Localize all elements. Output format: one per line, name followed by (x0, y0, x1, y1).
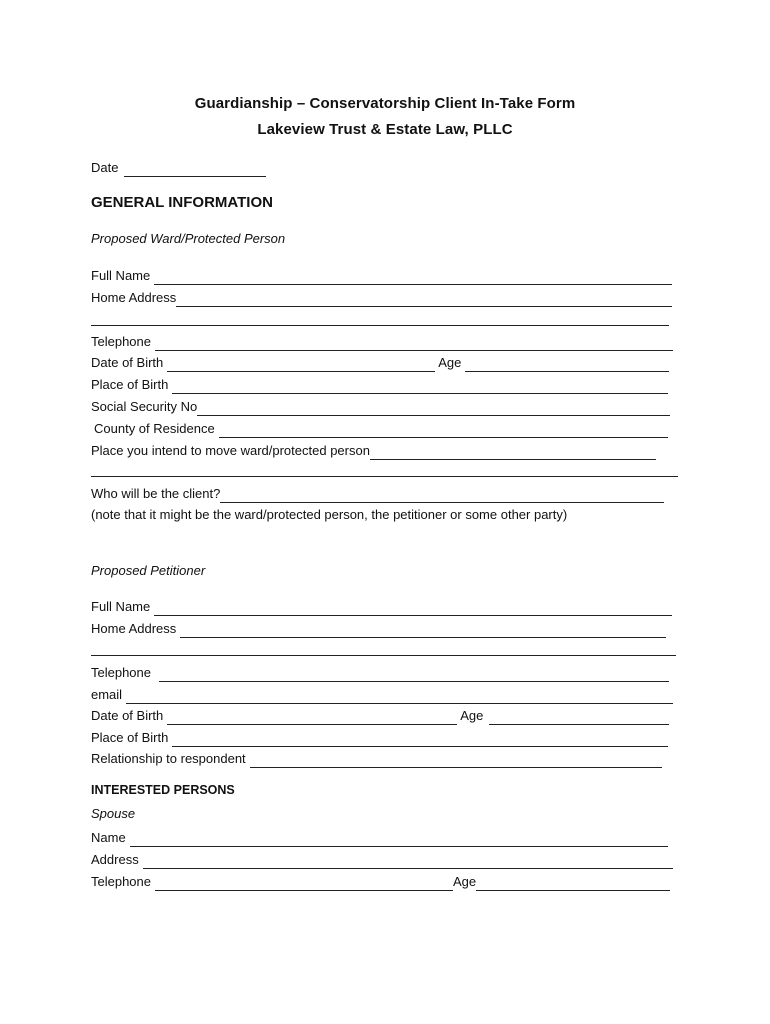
general-information-heading: GENERAL INFORMATION (91, 194, 273, 211)
petitioner-place-of-birth-label: Place of Birth (91, 730, 169, 745)
date-label: Date (91, 160, 119, 175)
spouse-age-field[interactable] (476, 876, 670, 891)
ward-place-of-birth-label: Place of Birth (91, 377, 169, 392)
petitioner-relationship-field[interactable] (250, 753, 662, 768)
ward-intend-move-row (91, 440, 656, 460)
spouse-name-label: Name (91, 830, 126, 845)
spouse-subheading: Spouse (91, 806, 136, 821)
ward-home-address-row (91, 287, 672, 307)
petitioner-home-address-row (91, 618, 666, 638)
ward-dob-field[interactable] (167, 357, 435, 372)
petitioner-telephone-row (91, 662, 669, 682)
spouse-address-label: Address (91, 852, 139, 867)
ward-subheading: Proposed Ward/Protected Person (91, 231, 286, 246)
petitioner-home-address-label: Home Address (91, 621, 177, 636)
petitioner-full-name-row (91, 596, 672, 616)
client-field[interactable] (220, 488, 664, 503)
firm-name: Lakeview Trust & Estate Law, PLLC (257, 121, 513, 138)
ward-home-address-field[interactable] (176, 292, 672, 307)
spouse-telephone-label: Telephone (91, 874, 151, 889)
petitioner-dob-label: Date of Birth (91, 708, 164, 723)
spouse-name-row (91, 827, 668, 847)
petitioner-place-of-birth-row (91, 727, 668, 747)
petitioner-age-label: Age (460, 708, 484, 723)
ward-ssn-label: Social Security No (91, 399, 198, 414)
ward-telephone-field[interactable] (155, 336, 673, 351)
ward-ssn-field[interactable] (197, 401, 670, 416)
ward-county-field[interactable] (219, 423, 668, 438)
form-title: Guardianship – Conservatorship Client In-Take Form (194, 95, 576, 112)
petitioner-telephone-field[interactable] (159, 667, 669, 682)
ward-telephone-row (91, 331, 673, 351)
client-note: (note that it might be the ward/protected person, the petitioner or some other party) (91, 507, 568, 522)
petitioner-relationship-row (91, 748, 662, 768)
spouse-address-row (91, 849, 673, 869)
petitioner-home-address-line2[interactable] (91, 641, 676, 656)
petitioner-age-field[interactable] (489, 710, 669, 725)
ward-dob-row (91, 352, 669, 372)
ward-age-label: Age (438, 355, 462, 370)
petitioner-dob-row (91, 705, 669, 725)
ward-place-of-birth-field[interactable] (172, 379, 668, 394)
ward-home-address-line2[interactable] (91, 311, 669, 326)
client-row (91, 483, 664, 503)
petitioner-subheading: Proposed Petitioner (91, 563, 206, 578)
spouse-telephone-row (91, 871, 670, 891)
interested-persons-heading: INTERESTED PERSONS (91, 783, 235, 797)
client-label: Who will be the client? (91, 486, 221, 501)
petitioner-relationship-label: Relationship to respondent (91, 751, 246, 766)
ward-home-address-label: Home Address (91, 290, 177, 305)
ward-full-name-row (91, 265, 672, 285)
petitioner-full-name-label: Full Name (91, 599, 151, 614)
spouse-name-field[interactable] (130, 832, 668, 847)
ward-county-label: County of Residence (94, 421, 215, 436)
petitioner-email-row (91, 684, 673, 704)
ward-ssn-row (91, 396, 670, 416)
spouse-telephone-field[interactable] (155, 876, 453, 891)
petitioner-email-field[interactable] (126, 689, 673, 704)
petitioner-home-address-field[interactable] (180, 623, 666, 638)
ward-intend-move-label: Place you intend to move ward/protected person (91, 443, 370, 458)
ward-telephone-label: Telephone (91, 334, 151, 349)
date-row (91, 157, 266, 177)
date-field[interactable] (124, 162, 266, 177)
petitioner-dob-field[interactable] (167, 710, 457, 725)
ward-full-name-field[interactable] (154, 270, 672, 285)
ward-dob-label: Date of Birth (91, 355, 164, 370)
ward-place-of-birth-row (91, 374, 668, 394)
petitioner-telephone-label: Telephone (91, 665, 151, 680)
ward-intend-move-field[interactable] (370, 445, 656, 460)
petitioner-email-label: email (91, 687, 123, 702)
ward-full-name-label: Full Name (91, 268, 151, 283)
petitioner-full-name-field[interactable] (154, 601, 672, 616)
ward-intend-move-line2[interactable] (91, 462, 678, 477)
spouse-age-label: Age (453, 874, 477, 889)
spouse-address-field[interactable] (143, 854, 673, 869)
ward-county-row (91, 418, 668, 438)
ward-age-field[interactable] (465, 357, 669, 372)
petitioner-place-of-birth-field[interactable] (172, 732, 668, 747)
